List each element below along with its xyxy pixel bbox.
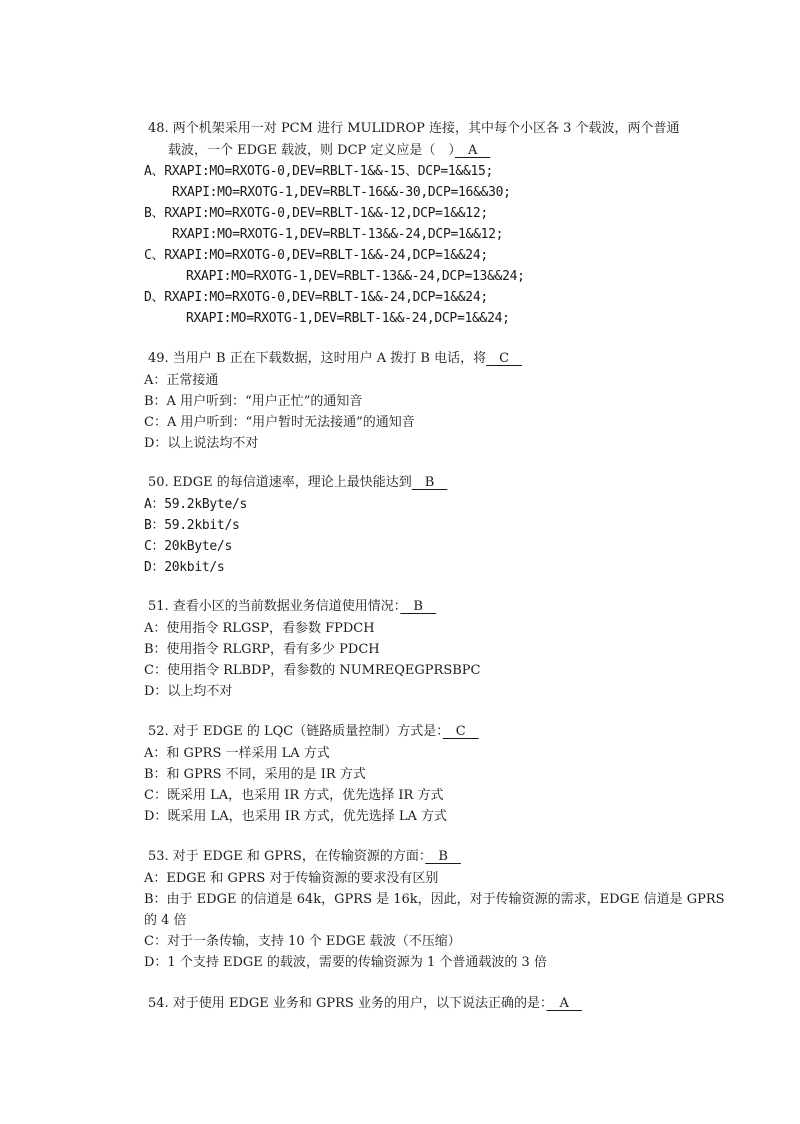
question-54-stem: 54. 对于使用 EDGE 业务和 GPRS 业务的用户，以下说法正确的是： A [148, 996, 582, 1011]
question-49-stem: 49. 当用户 B 正在下载数据，这时用户 A 拨打 B 电话，将 C [148, 351, 523, 366]
question-48-option: RXAPI:MO=RXOTG-1,DEV=RBLT-13&&-24,DCP=1&&12; [172, 227, 504, 242]
question-51-answer: B [400, 599, 436, 614]
question-50-stem: 50. EDGE 的每信道速率，理论上最快能达到 B [148, 475, 448, 490]
question-50-option: D：20kbit/s [144, 560, 225, 575]
question-50-option: A：59.2kByte/s [144, 497, 248, 512]
question-51-option: B：使用指令 RLGRP，看有多少 PDCH [144, 642, 380, 657]
question-50-option: B：59.2kbit/s [144, 518, 240, 533]
question-50-option: C：20kByte/s [144, 539, 232, 554]
question-49-answer: C [486, 351, 523, 366]
question-49-option: B：A 用户听到：“用户正忙”的通知音 [144, 394, 363, 409]
question-48-option: C、RXAPI:MO=RXOTG-0,DEV=RBLT-1&&-24,DCP=1&&24; [144, 248, 488, 263]
question-49-option: A：正常接通 [144, 373, 219, 388]
question-53-option: C：对于一条传输，支持 10 个 EDGE 载波（不压缩） [144, 934, 461, 949]
question-51-option: A：使用指令 RLGSP，看参数 FPDCH [144, 621, 375, 636]
question-51-option: C：使用指令 RLBDP，看参数的 NUMREQEGPRSBPC [144, 663, 481, 678]
question-48-answer: A [454, 143, 491, 158]
question-53-option: A：EDGE 和 GPRS 对于传输资源的要求没有区别 [144, 871, 439, 886]
question-52-option: D：既采用 LA，也采用 IR 方式，优先选择 LA 方式 [144, 809, 448, 824]
question-51-stem: 51. 查看小区的当前数据业务信道使用情况： B [148, 599, 436, 614]
question-54-answer: A [546, 996, 582, 1011]
question-53-answer: B [425, 849, 461, 864]
question-53-option: B：由于 EDGE 的信道是 64k，GPRS 是 16k，因此，对于传输资源的需求，EDGE 信道是 GPRS [144, 892, 725, 907]
question-53-stem: 53. 对于 EDGE 和 GPRS，在传输资源的方面： B [148, 849, 461, 864]
question-48-option: RXAPI:MO=RXOTG-1,DEV=RBLT-16&&-30,DCP=16&&30; [172, 185, 511, 200]
question-50-answer: B [411, 475, 448, 490]
question-52-stem: 52. 对于 EDGE 的 LQC（链路质量控制）方式是： C [148, 724, 479, 739]
question-48-option: D、RXAPI:MO=RXOTG-0,DEV=RBLT-1&&-24,DCP=1&&24; [144, 290, 488, 305]
question-51-option: D：以上均不对 [144, 684, 233, 699]
question-53-option: D：1 个支持 EDGE 的载波，需要的传输资源为 1 个普通载波的 3 倍 [144, 955, 547, 970]
question-48-option: B、RXAPI:MO=RXOTG-0,DEV=RBLT-1&&-12,DCP=1&&12; [144, 206, 488, 221]
question-52-option: A：和 GPRS 一样采用 LA 方式 [144, 746, 330, 761]
question-48-stem: 48. 两个机架采用一对 PCM 进行 MULIDROP 连接，其中每个小区各 3 个载波，两个普通 [148, 121, 680, 136]
question-53-option-cont: 的 4 倍 [144, 913, 187, 928]
question-52-option: C：既采用 LA，也采用 IR 方式，优先选择 IR 方式 [144, 788, 444, 803]
question-49-option: C：A 用户听到：“用户暂时无法接通”的通知音 [144, 415, 415, 430]
question-48-option: RXAPI:MO=RXOTG-1,DEV=RBLT-13&&-24,DCP=13&&24; [186, 269, 525, 284]
question-48-stem-cont: 载波，一个 EDGE 载波，则 DCP 定义应是（ ） A [168, 143, 491, 158]
question-49-option: D：以上说法均不对 [144, 436, 259, 451]
question-48-option: RXAPI:MO=RXOTG-1,DEV=RBLT-1&&-24,DCP=1&&24; [186, 311, 510, 326]
question-52-answer: C [442, 724, 479, 739]
question-52-option: B：和 GPRS 不同，采用的是 IR 方式 [144, 767, 366, 782]
question-48-option: A、RXAPI:MO=RXOTG-0,DEV=RBLT-1&&-15、DCP=1&&15; [144, 164, 494, 179]
